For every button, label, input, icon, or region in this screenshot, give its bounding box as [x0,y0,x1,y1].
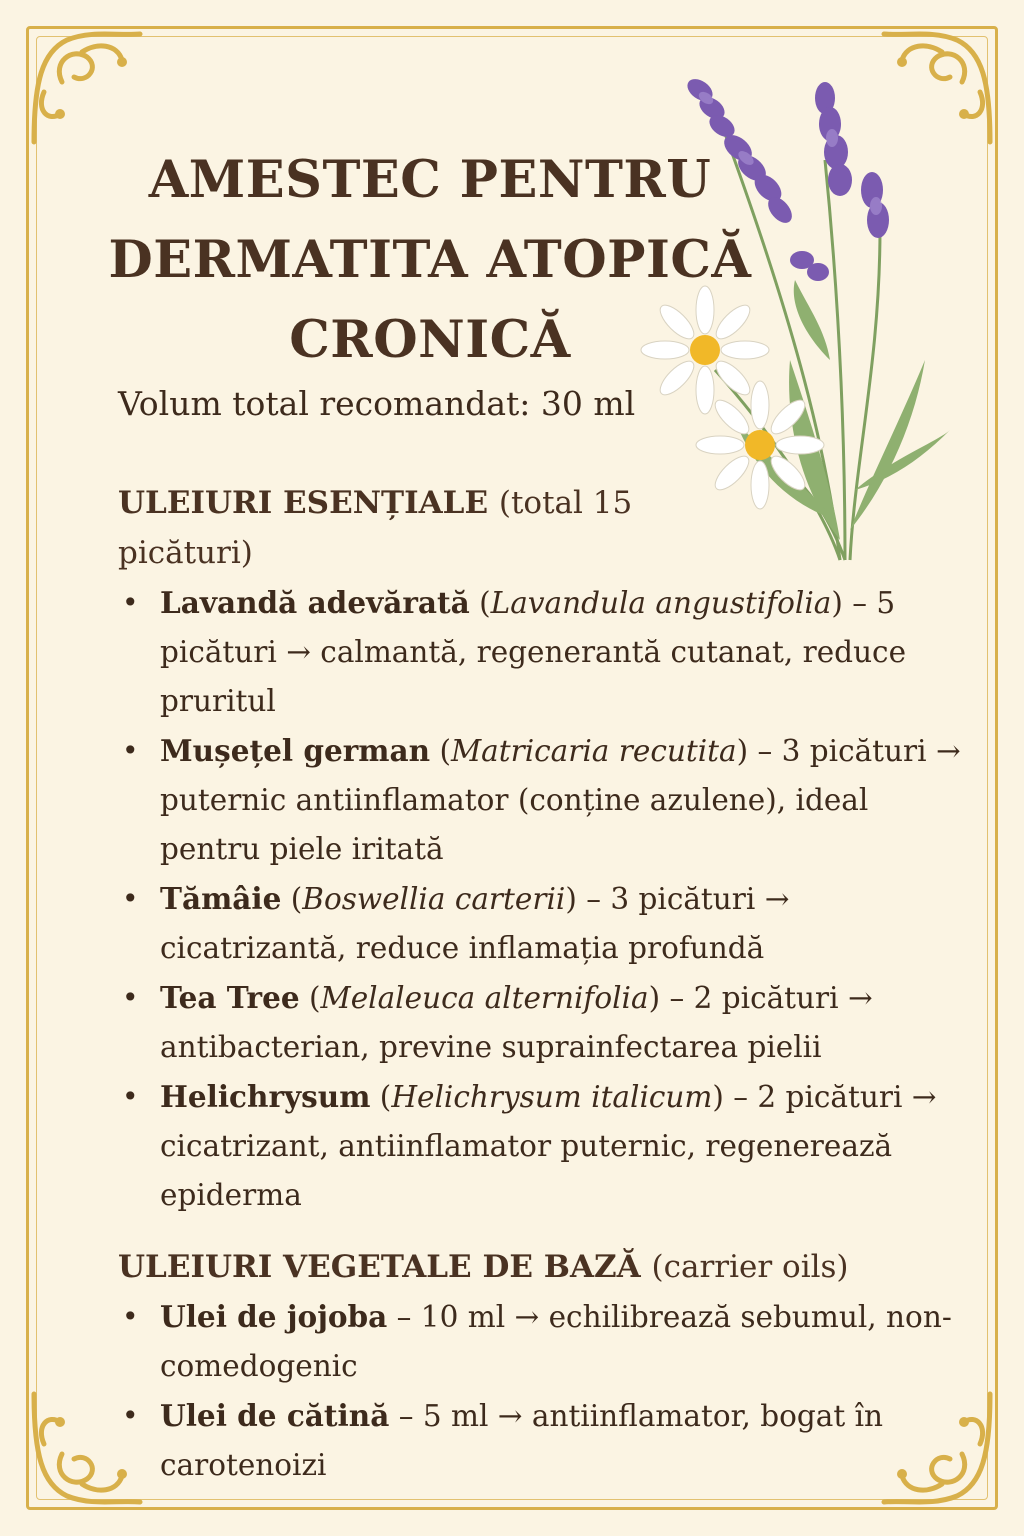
oil-latin-name: Boswellia carterii [302,882,566,916]
oil-latin-name: Lavandula angustifolia [490,586,832,620]
carrier-oils-note: (carrier oils) [651,1249,849,1285]
page-title [60,140,800,380]
essential-oils-heading [118,478,678,578]
bullet-icon: • [122,882,139,915]
list-item: • Helichrysum (Helichrysum italicum) – 2 picături → cicatrizant, antiinflamator puternic, regenerează epiderma [118,1072,968,1220]
oil-description: – 2 picături → antibacterian, previne suprainfectarea pielii [160,981,873,1064]
oil-name: Helichrysum [160,1079,371,1114]
bullet-icon: • [122,734,139,767]
list-item: • Mușețel german (Matricaria recutita) – 3 picături → puternic antiinflamator (conține azulene), ideal pentru piele iritată [118,726,968,874]
oil-latin-name: Helichrysum italicum [391,1080,713,1114]
list-item: • Tea Tree (Melaleuca alternifolia) – 2 picături → antibacterian, previne suprainfectarea pielii [118,973,968,1072]
oil-description: – 2 picături → cicatrizant, antiinflamator puternic, regenerează epiderma [160,1080,937,1212]
bullet-icon: • [122,1080,139,1113]
carrier-oils-heading [118,1242,938,1292]
list-item: • Tămâie (Boswellia carterii) – 3 picături → cicatrizantă, reduce inflamația profundă [118,874,968,973]
oil-description: – 10 ml → echilibrează sebumul, non-comedogenic [160,1300,952,1383]
list-item: • Lavandă adevărată (Lavandula angustifolia) – 5 picături → calmantă, regenerantă cutanat, reduce pruritul [118,578,968,726]
oil-description: – 5 ml → antiinflamator, bogat în carotenoizi [160,1399,884,1482]
oil-description: – 5 picături → calmantă, regenerantă cutanat, reduce pruritul [160,586,907,718]
total-volume: Volum total recomandat: 30 ml [118,384,636,423]
carrier-oils-list [118,1292,968,1490]
oil-name: Tea Tree [160,980,300,1015]
oil-latin-name: Matricaria recutita [450,734,737,768]
oil-description: – 3 picături → puternic antiinflamator (conține azulene), ideal pentru piele iritată [160,734,961,866]
carrier-oils-title: ULEIURI VEGETALE DE BAZĂ [118,1249,641,1285]
oil-latin-name: Melaleuca alternifolia [320,981,649,1015]
oil-name: Mușețel german [160,733,431,768]
oil-name: Ulei de jojoba [160,1299,388,1334]
bullet-icon: • [122,586,139,619]
ornamental-corner-icon [22,22,152,152]
oil-name: Lavandă adevărată [160,585,470,620]
oil-name: Ulei de cătină [160,1398,390,1433]
bullet-icon: • [122,1300,139,1333]
title-line-2: DERMATITA ATOPICĂ [108,230,752,290]
bullet-icon: • [122,1399,139,1432]
essential-oils-note: (total 15 picături) [118,485,633,571]
title-line-3: CRONICĂ [289,310,571,370]
essential-oils-list [118,578,968,1220]
list-item [118,1391,968,1490]
list-item [118,1292,968,1391]
essential-oils-title: ULEIURI ESENȚIALE [118,485,489,521]
oil-description: – 3 picături → cicatrizantă, reduce inflamația profundă [160,882,790,965]
title-line-1: AMESTEC PENTRU [148,150,712,210]
bullet-icon: • [122,981,139,1014]
oil-name: Tămâie [160,881,282,916]
